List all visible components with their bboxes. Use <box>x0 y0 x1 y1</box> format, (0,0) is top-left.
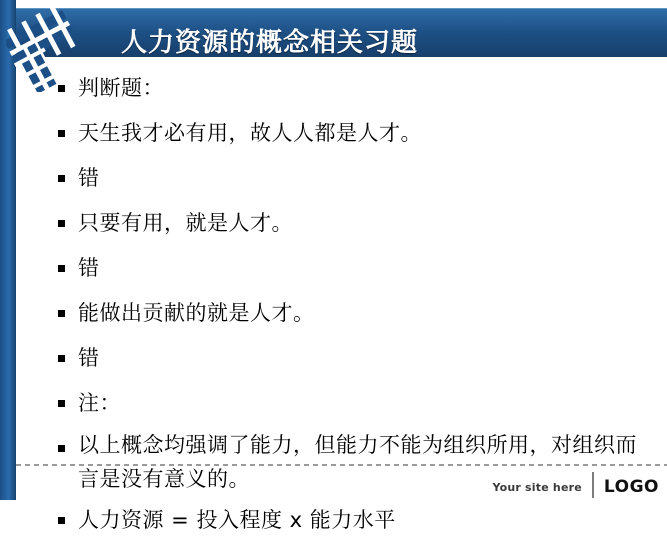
square-bullet-icon <box>58 338 78 379</box>
list-item <box>58 293 658 334</box>
square-bullet-icon <box>58 248 78 289</box>
square-bullet-icon <box>58 203 78 244</box>
logo-label: LOGO <box>603 477 659 497</box>
list-item-text: 错 <box>78 166 100 190</box>
list-item <box>58 68 658 109</box>
list-item-text: 天生我才必有用，故人人都是人才。 <box>78 121 422 145</box>
list-item <box>58 113 658 154</box>
list-item <box>58 338 658 379</box>
square-bullet-icon <box>58 500 78 541</box>
square-bullet-icon <box>58 428 78 469</box>
list-item-text: 判断题： <box>78 76 164 100</box>
footer-divider <box>16 464 667 466</box>
list-item-text: 错 <box>78 256 100 280</box>
list-item <box>58 203 658 244</box>
square-bullet-icon <box>58 158 78 199</box>
square-bullet-icon <box>58 68 78 109</box>
slide-footer <box>492 468 659 498</box>
list-item-text: 以上概念均强调了能力，但能力不能为组织所用，对组织而言是没有意义的。 <box>78 433 637 491</box>
list-item-text: 只要有用，就是人才。 <box>78 211 293 235</box>
list-item <box>58 500 658 541</box>
list-item-text: 错 <box>78 346 100 370</box>
list-item <box>58 248 658 289</box>
list-item <box>58 158 658 199</box>
list-item <box>58 383 658 424</box>
slide-title: 人力资源的概念相关习题 <box>121 28 419 58</box>
slide-title-bar <box>16 8 667 57</box>
square-bullet-icon <box>58 293 78 334</box>
square-bullet-icon <box>58 383 78 424</box>
site-label: Your site here <box>492 481 582 494</box>
list-item-text: 人力资源 = 投入程度 x 能力水平 <box>78 508 396 532</box>
square-bullet-icon <box>58 113 78 154</box>
list-item-text: 能做出贡献的就是人才。 <box>78 301 315 325</box>
list-item-text: 注： <box>78 391 121 415</box>
footer-separator <box>592 472 594 498</box>
